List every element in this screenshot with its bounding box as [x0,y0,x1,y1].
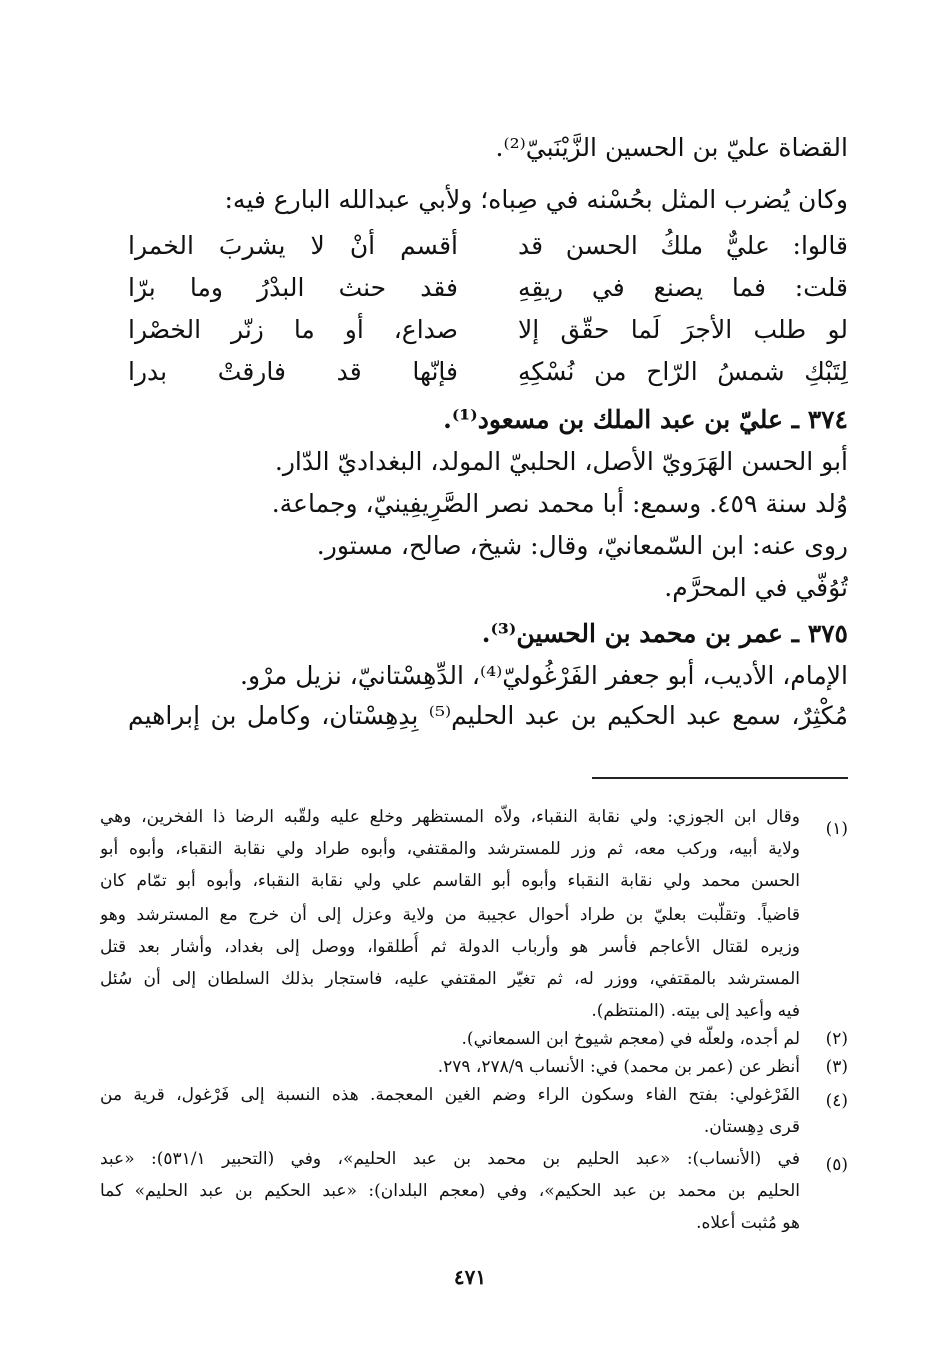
footnote-1-line-2: ولاية أبيه، وركب معه، ثم وزر للمسترشد والمقتفي، وأبوه طراد ولي نقابة النقباء، وأبوه أبو [100,839,800,859]
entry-374-line-1: أبو الحسن الهَرَويّ الأصل، الحلبيّ المولد، البغداديّ الدّار. [274,447,848,476]
footnote-5-number: (٥) [825,1155,848,1175]
body-line-1: القضاة عليّ بن الحسين الزَّيْنَبيّ⁽²⁾. [495,133,848,162]
footnote-1-line-3: الحسن محمد ولي نقابة النقباء وأبوه أبو القاسم علي ولي نقابة النقباء، وأبوه أبو تمّام كان [100,871,800,891]
entry-374-line-3: روى عنه: ابن السّمعانيّ، وقال: شيخ، صالح، مستور. [316,531,848,560]
verse-2-second-hemistich: فقد حنث البدْرُ وما برّا [128,273,458,302]
entry-374-heading: ٣٧٤ ـ عليّ بن عبد الملك بن مسعود⁽¹⁾. [443,405,848,434]
footnote-separator [592,777,848,779]
footnote-1-line-5: وزيره لقتال الأعاجم فأسر هو وأرباب الدولة ثم أُطلقوا، ووصل إلى بغداد، وأشار بعد قتل [100,937,800,957]
verse-4 [128,352,848,392]
entry-374-line-4: تُوُفّي في المحرَّم. [664,573,848,602]
footnote-1-line-4: قاضياً. وتقلّبت بعليّ بن طراد أحوال عجيبة من ولاية وعزل إلى أن خرج مع المسترشد وهو [100,905,800,925]
footnote-3-line-1: أنظر عن (عمر بن محمد) في: الأنساب ٢٧٨/٩، ٢٧٩. [437,1057,800,1077]
verse-4-first-hemistich: لِتَبْكِ شمسُ الرّاح من نُسْكِهِ [518,357,848,386]
verse-1 [128,226,848,266]
body-line-2: وكان يُضرب المثل بحُسْنه في صِباه؛ ولأبي عبدالله البارع فيه: [224,185,848,214]
verse-4-second-hemistich: فإنّها قد فارقتْ بدرا [128,357,458,386]
footnote-4-line-2: قرى دِهِستان. [703,1117,800,1137]
footnote-5-line-3: هو مُثبت أعلاه. [696,1213,800,1233]
verse-3 [128,310,848,350]
verse-2 [128,268,848,308]
verse-3-first-hemistich: لو طلب الأجرَ لَما حقّق إلا [518,315,848,344]
footnote-2-number: (٢) [825,1029,848,1049]
verse-2-first-hemistich: قلت: فما يصنع في ريقِهِ [518,273,848,302]
verse-3-second-hemistich: صداع، أو ما زنّر الخصْرا [128,315,458,344]
footnote-1-line-1: وقال ابن الجوزي: ولي نقابة النقباء، ولاّه المستظهر وخلع عليه ولقّبه الرضا ذا الفخرين، وهي [100,807,800,827]
footnote-1-line-7: فيه وأعيد إلى بيته. (المنتظم). [591,1001,800,1021]
entry-375-line-2: مُكْثِرٌ، سمع عبد الحكيم بن عبد الحليم⁽⁵⁾ بِدِهِسْتان، وكامل بن إبراهيم [128,701,848,730]
footnote-1-number: (١) [825,819,848,839]
entry-375-heading: ٣٧٥ ـ عمر بن محمد بن الحسين⁽³⁾. [481,619,848,648]
footnote-4-number: (٤) [825,1091,848,1111]
footnote-5-line-2: الحليم بن محمد بن عبد الحكيم»، وفي (معجم البلدان): «عبد الحكيم بن عبد الحليم» كما [100,1181,800,1201]
entry-374-line-2: وُلد سنة ٤٥٩. وسمع: أبا محمد نصر الصَّرِيفِينيّ، وجماعة. [271,489,848,518]
entry-375-line-1: الإمام، الأديب، أبو جعفر الفَرْغُوليّ⁽⁴⁾، الدِّهِسْتانيّ، نزيل مرْو. [240,661,848,690]
footnote-4-line-1: الفَرْغولي: بفتح الفاء وسكون الراء وضم الغين المعجمة. هذه النسبة إلى فَرْغول، قرية من [100,1085,800,1105]
page-number: ٤٧١ [453,1265,487,1289]
footnote-5-line-1: في (الأنساب): «عبد الحليم بن محمد بن عبد الحليم»، وفي (التحبير ٥٣١/١): «عبد [100,1149,800,1169]
verse-1-first-hemistich: قالوا: عليٌّ ملكُ الحسن قد [518,231,848,260]
verse-1-second-hemistich: أقسم أنْ لا يشربَ الخمرا [128,231,458,260]
footnote-1-line-6: المسترشد بالمقتفي، ووزر له، ثم تغيّر المقتفي عليه، فاستجار بذلك السلطان إلى أن سُئل [100,969,800,989]
footnote-2-line-1: لم أجده، ولعلّه في (معجم شيوخ ابن السمعاني). [461,1029,800,1049]
footnote-3-number: (٣) [825,1057,848,1077]
